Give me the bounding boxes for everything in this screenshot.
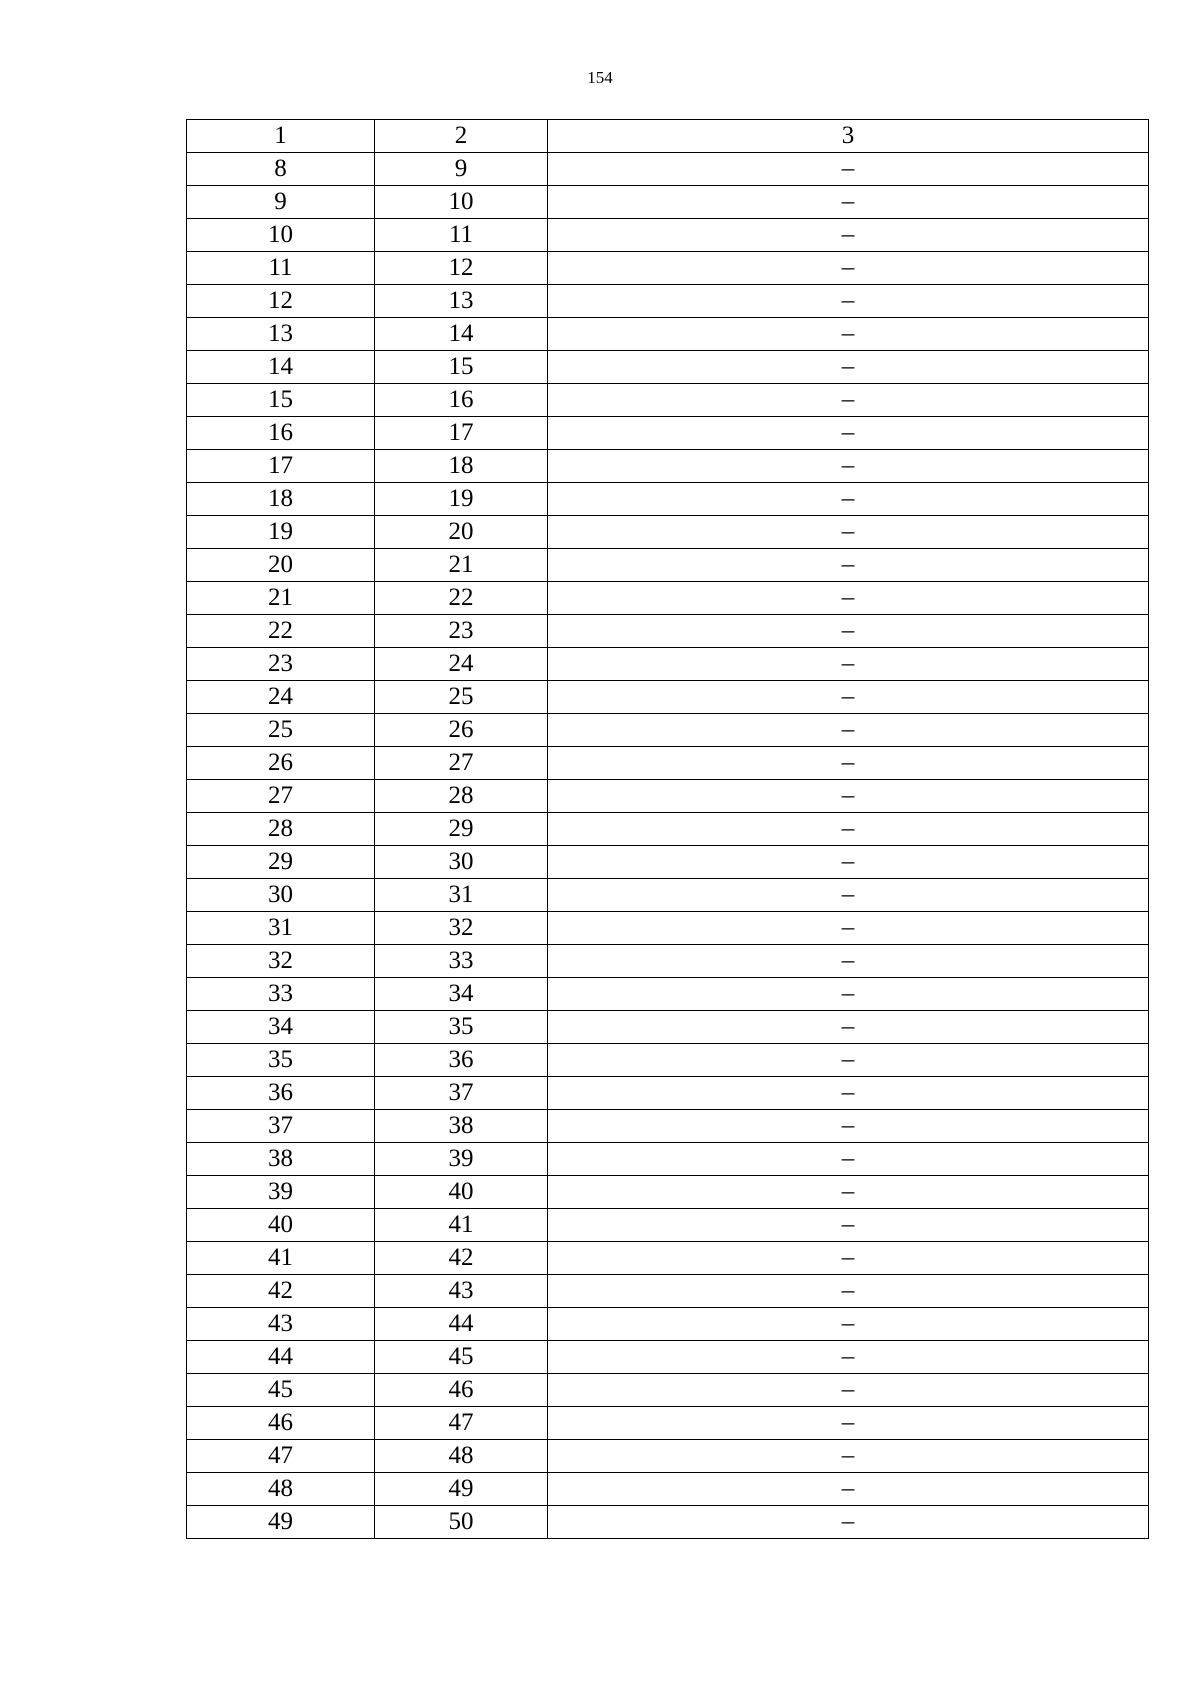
table-cell-col2: 21 — [375, 549, 548, 582]
table-cell-col2: 13 — [375, 285, 548, 318]
table-cell-col1: 15 — [187, 384, 375, 417]
table-cell-col1: 45 — [187, 1374, 375, 1407]
table-cell-col1: 32 — [187, 945, 375, 978]
table-row — [187, 186, 1149, 219]
table-cell-col3: – — [548, 1440, 1149, 1473]
table-cell-col2: 11 — [375, 219, 548, 252]
table-row — [187, 1473, 1149, 1506]
table-cell-col1: 24 — [187, 681, 375, 714]
table-cell-col2: 38 — [375, 1110, 548, 1143]
table-cell-col1: 22 — [187, 615, 375, 648]
table-cell-col3: – — [548, 1308, 1149, 1341]
table-row — [187, 846, 1149, 879]
table-cell-col1: 40 — [187, 1209, 375, 1242]
table-cell-col1: 48 — [187, 1473, 375, 1506]
table-row — [187, 1242, 1149, 1275]
table-row — [187, 252, 1149, 285]
table-row — [187, 1209, 1149, 1242]
table-cell-col2: 12 — [375, 252, 548, 285]
table-cell-col3: – — [548, 648, 1149, 681]
table-cell-col3: – — [548, 1341, 1149, 1374]
table-cell-col1: 36 — [187, 1077, 375, 1110]
table-row — [187, 351, 1149, 384]
table-row — [187, 1275, 1149, 1308]
table-row — [187, 1506, 1149, 1539]
table-row — [187, 1110, 1149, 1143]
table-row — [187, 1077, 1149, 1110]
table-row — [187, 813, 1149, 846]
table-body — [187, 120, 1149, 1539]
table-cell-col1: 33 — [187, 978, 375, 1011]
table-cell-col2: 28 — [375, 780, 548, 813]
table-row — [187, 219, 1149, 252]
table-cell-col3: – — [548, 813, 1149, 846]
table-row — [187, 912, 1149, 945]
table-cell-col1: 35 — [187, 1044, 375, 1077]
table-cell-col1: 46 — [187, 1407, 375, 1440]
table-cell-col3: – — [548, 384, 1149, 417]
table-cell-col3: – — [548, 351, 1149, 384]
table-cell-col2: 40 — [375, 1176, 548, 1209]
table-cell-col2: 17 — [375, 417, 548, 450]
table-cell-col3: – — [548, 780, 1149, 813]
table-cell-col2: 22 — [375, 582, 548, 615]
table-cell-col3: – — [548, 1044, 1149, 1077]
table-cell-col2: 49 — [375, 1473, 548, 1506]
table-cell-col3: – — [548, 1407, 1149, 1440]
table-cell-col2: 30 — [375, 846, 548, 879]
table-row — [187, 450, 1149, 483]
table-cell-col2: 36 — [375, 1044, 548, 1077]
table-row — [187, 582, 1149, 615]
table-cell-col1: 31 — [187, 912, 375, 945]
table-cell-col1: 17 — [187, 450, 375, 483]
table-cell-col3: – — [548, 582, 1149, 615]
table-row — [187, 1440, 1149, 1473]
table-cell-col2: 9 — [375, 153, 548, 186]
table-cell-col3: – — [548, 945, 1149, 978]
table-cell-col2: 27 — [375, 747, 548, 780]
table-cell-col1: 11 — [187, 252, 375, 285]
table-row — [187, 384, 1149, 417]
table-cell-col1: 14 — [187, 351, 375, 384]
table-row — [187, 648, 1149, 681]
table-cell-col3: – — [548, 681, 1149, 714]
table-cell-col2: 50 — [375, 1506, 548, 1539]
table-cell-col3: – — [548, 318, 1149, 351]
table-cell-col3: – — [548, 846, 1149, 879]
table-row — [187, 1044, 1149, 1077]
table-row — [187, 285, 1149, 318]
table-cell-col2: 43 — [375, 1275, 548, 1308]
table-row — [187, 318, 1149, 351]
table-cell-col2: 45 — [375, 1341, 548, 1374]
header-cell-col3: 3 — [548, 120, 1149, 153]
table-cell-col1: 30 — [187, 879, 375, 912]
table-cell-col3: – — [548, 1011, 1149, 1044]
table-row — [187, 1407, 1149, 1440]
page-number: 154 — [587, 68, 613, 87]
table-cell-col1: 37 — [187, 1110, 375, 1143]
table-row — [187, 1176, 1149, 1209]
table-row — [187, 879, 1149, 912]
table-cell-col3: – — [548, 747, 1149, 780]
table-row — [187, 1374, 1149, 1407]
table-row — [187, 153, 1149, 186]
table-cell-col3: – — [548, 285, 1149, 318]
table-cell-col2: 15 — [375, 351, 548, 384]
table-cell-col2: 16 — [375, 384, 548, 417]
table-cell-col3: – — [548, 714, 1149, 747]
table-cell-col3: – — [548, 516, 1149, 549]
table-row — [187, 516, 1149, 549]
table-cell-col3: – — [548, 1143, 1149, 1176]
table-cell-col1: 41 — [187, 1242, 375, 1275]
table-cell-col3: – — [548, 1209, 1149, 1242]
table-cell-col1: 19 — [187, 516, 375, 549]
table-cell-col2: 14 — [375, 318, 548, 351]
table-cell-col1: 23 — [187, 648, 375, 681]
table-cell-col2: 32 — [375, 912, 548, 945]
table-cell-col2: 35 — [375, 1011, 548, 1044]
table-cell-col3: – — [548, 1110, 1149, 1143]
table-cell-col3: – — [548, 1077, 1149, 1110]
table-row — [187, 1011, 1149, 1044]
table-row — [187, 417, 1149, 450]
table-cell-col1: 9 — [187, 186, 375, 219]
table-cell-col2: 24 — [375, 648, 548, 681]
table-cell-col2: 19 — [375, 483, 548, 516]
table-cell-col2: 33 — [375, 945, 548, 978]
table-row — [187, 681, 1149, 714]
table-cell-col1: 10 — [187, 219, 375, 252]
table-cell-col1: 8 — [187, 153, 375, 186]
table-cell-col2: 26 — [375, 714, 548, 747]
table-cell-col1: 43 — [187, 1308, 375, 1341]
table-cell-col2: 44 — [375, 1308, 548, 1341]
table-cell-col2: 20 — [375, 516, 548, 549]
table-cell-col3: – — [548, 1374, 1149, 1407]
table-cell-col1: 38 — [187, 1143, 375, 1176]
header-cell-col1: 1 — [187, 120, 375, 153]
table-row — [187, 1308, 1149, 1341]
table-header-row — [187, 120, 1149, 153]
table-cell-col1: 34 — [187, 1011, 375, 1044]
table-cell-col3: – — [548, 186, 1149, 219]
table-cell-col2: 41 — [375, 1209, 548, 1242]
table-cell-col3: – — [548, 417, 1149, 450]
table-cell-col2: 39 — [375, 1143, 548, 1176]
table-cell-col2: 47 — [375, 1407, 548, 1440]
table-row — [187, 945, 1149, 978]
table-cell-col2: 46 — [375, 1374, 548, 1407]
table-cell-col1: 21 — [187, 582, 375, 615]
table-cell-col3: – — [548, 1275, 1149, 1308]
table-cell-col2: 10 — [375, 186, 548, 219]
table-cell-col1: 39 — [187, 1176, 375, 1209]
header-cell-col2: 2 — [375, 120, 548, 153]
table-cell-col1: 27 — [187, 780, 375, 813]
table-cell-col3: – — [548, 1242, 1149, 1275]
table-cell-col1: 18 — [187, 483, 375, 516]
table-cell-col1: 49 — [187, 1506, 375, 1539]
table-row — [187, 747, 1149, 780]
table-cell-col2: 23 — [375, 615, 548, 648]
table-row — [187, 1143, 1149, 1176]
table-cell-col2: 25 — [375, 681, 548, 714]
table-cell-col1: 12 — [187, 285, 375, 318]
table-row — [187, 1341, 1149, 1374]
table-cell-col2: 42 — [375, 1242, 548, 1275]
table-row — [187, 714, 1149, 747]
table-cell-col1: 44 — [187, 1341, 375, 1374]
data-table — [186, 119, 1149, 1539]
table-cell-col3: – — [548, 549, 1149, 582]
table-cell-col3: – — [548, 912, 1149, 945]
table-cell-col3: – — [548, 1176, 1149, 1209]
table-cell-col1: 26 — [187, 747, 375, 780]
table-row — [187, 780, 1149, 813]
table-cell-col2: 48 — [375, 1440, 548, 1473]
table-cell-col2: 18 — [375, 450, 548, 483]
table-cell-col1: 28 — [187, 813, 375, 846]
table-cell-col3: – — [548, 252, 1149, 285]
table-row — [187, 615, 1149, 648]
table-cell-col2: 37 — [375, 1077, 548, 1110]
table-row — [187, 483, 1149, 516]
table-row — [187, 549, 1149, 582]
table-cell-col2: 34 — [375, 978, 548, 1011]
table-cell-col2: 31 — [375, 879, 548, 912]
table-cell-col3: – — [548, 1473, 1149, 1506]
table-cell-col3: – — [548, 450, 1149, 483]
table-cell-col1: 47 — [187, 1440, 375, 1473]
table-cell-col1: 16 — [187, 417, 375, 450]
table-cell-col3: – — [548, 219, 1149, 252]
table-cell-col3: – — [548, 978, 1149, 1011]
table-cell-col3: – — [548, 483, 1149, 516]
table-cell-col1: 42 — [187, 1275, 375, 1308]
table-cell-col1: 13 — [187, 318, 375, 351]
table-cell-col1: 20 — [187, 549, 375, 582]
table-row — [187, 978, 1149, 1011]
table-cell-col1: 25 — [187, 714, 375, 747]
table-cell-col3: – — [548, 615, 1149, 648]
table-cell-col3: – — [548, 1506, 1149, 1539]
table-cell-col3: – — [548, 153, 1149, 186]
table-cell-col3: – — [548, 879, 1149, 912]
table-cell-col1: 29 — [187, 846, 375, 879]
table-cell-col2: 29 — [375, 813, 548, 846]
